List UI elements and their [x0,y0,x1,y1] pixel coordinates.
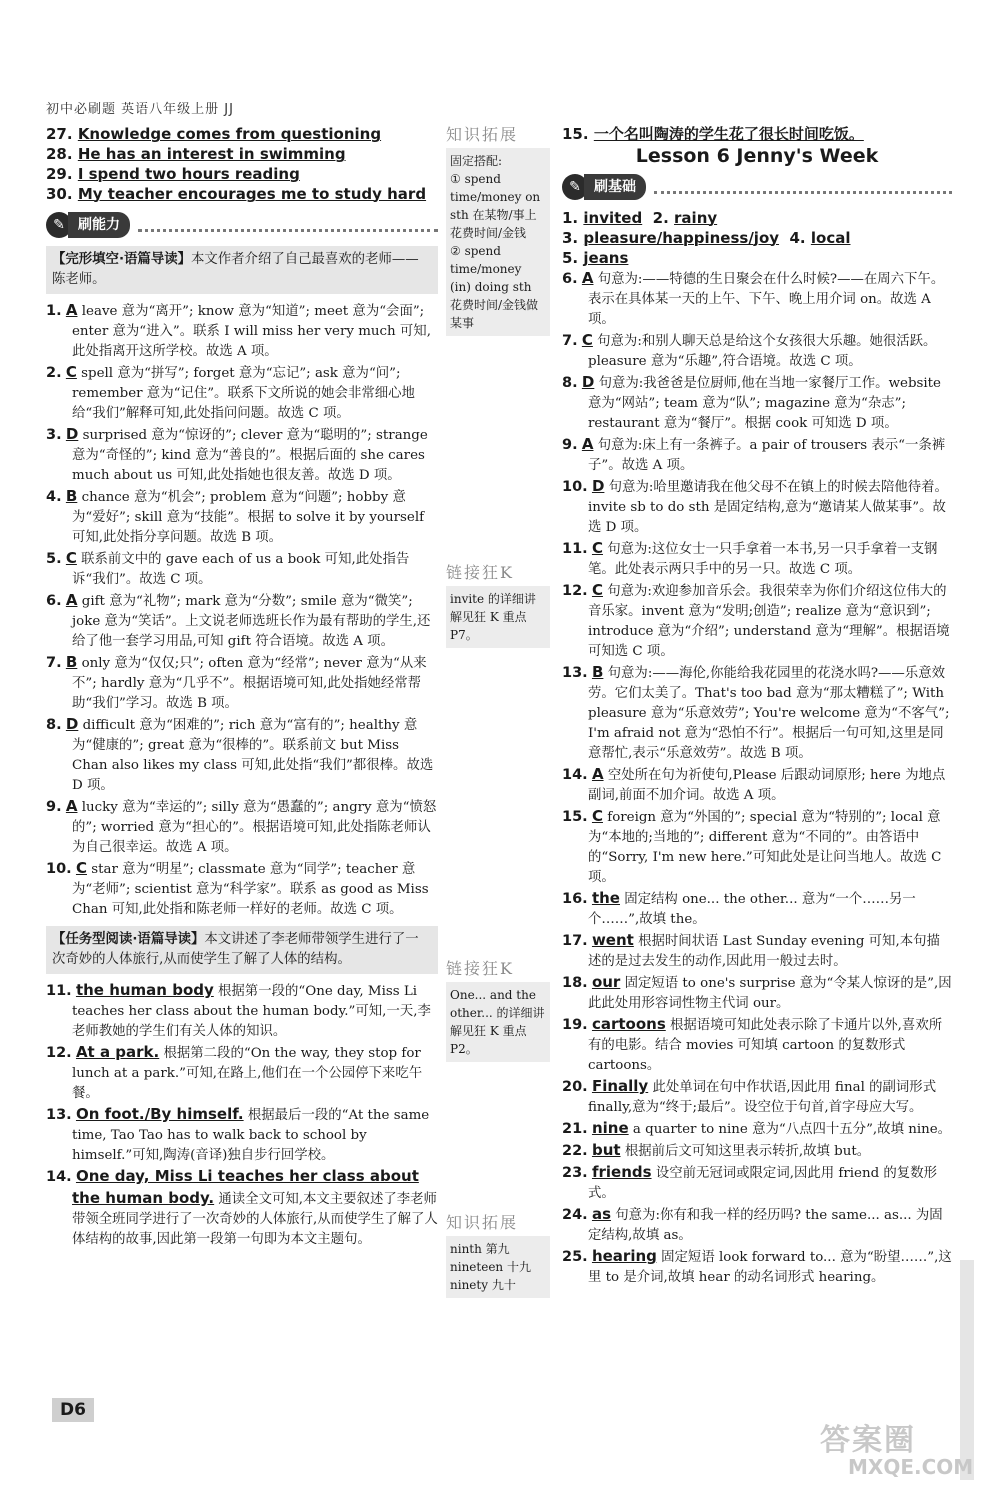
item-number: 12. [562,583,588,599]
item-explanation: 联系前文中的 gave each of us a book 可知,此处指告诉“我们”。故选 C 项。 [72,552,410,587]
page-header: 初中必刷题 英语八年级上册 JJ [46,102,234,117]
item-number: 25. [562,1249,588,1265]
section-label: 刷基础 [584,174,646,200]
item-answer: C [65,549,77,567]
answer-item [562,580,952,662]
answer-item [46,424,438,486]
item-answer: A [591,765,604,783]
page-edge-bar [960,1260,974,1480]
item-answer: A [65,301,78,319]
side-note-text: invite 的详细讲解见狂 K 重点 P7。 [446,586,550,648]
item-number: 14. [46,1169,72,1185]
item-number: 14. [562,767,588,783]
section-label: 刷能力 [68,212,130,238]
item-answer: A [581,269,594,287]
item-number: 8. [562,375,578,391]
item-explanation: surprised 意为“惊讶的”; clever 意为“聪明的”; strange 意为“奇怪的”; kind 意为“善良的”。根据后面的 she cares much about us 可知,此处指她也很友善。故选 D 项。 [72,428,428,483]
item-answer: A [581,435,594,453]
dotted-divider [654,181,952,194]
answer-15-translation: 15. 一个名叫陶涛的学生花了很长时间吃饭。 [562,125,864,143]
answer-item [562,930,952,972]
fill-answers-row: 1. invited 2. rainy [562,209,718,227]
item-number: 16. [562,891,588,907]
fill-answers-row: 3. pleasure/happiness/joy 4. local [562,229,851,247]
answer-item [562,764,952,806]
item-number: 8. [46,717,62,733]
item-explanation: chance 意为“机会”; problem 意为“问题”; hobby 意为“爱好”; skill 意为“技能”。根据 to solve it by yourself 可知,此处指分享问题。故选 B 项。 [72,490,425,545]
item-number: 17. [562,933,588,949]
item-answer: C [581,331,593,349]
item-answer: went [591,931,634,949]
page-number: D6 [52,1398,94,1422]
item-explanation: 句意为:我爸爸是位厨师,他在当地一家餐厅工作。website 意为“网站”; team 意为“队”; magazine 意为“杂志”; restaurant 意为“餐厅”。根据 cook 可知选 D 项。 [588,376,941,431]
item-explanation: only 意为“仅仅;只”; often 意为“经常”; never 意为“从来不”; hardly 意为“几乎不”。根据语境可知,此处指她经常帮助“我们”学习。故选 B 项。 [72,656,427,711]
item-explanation: 通读全文可知,本文主要叙述了李老师带领全班同学进行了一次奇妙的人体旅行,从而使学生了解了人体结构的故事,因此第一段第一句即为本文主题句。 [72,1192,438,1247]
item-explanation: 根据时间状语 Last Sunday evening 可知,本句描述的是过去发生的动作,因此用一般过去时。 [588,934,940,969]
item-number: 6. [46,593,62,609]
item-answer: C [75,859,87,877]
fill-answers-row: 5. jeans [562,249,629,267]
basics-answer-list [562,268,952,1288]
item-explanation: 固定结构 one... the other... 意为“一个……另一个……”,故填 the。 [588,892,916,927]
item-number: 4. [46,489,62,505]
answer-item [46,1166,438,1250]
item-explanation: 固定短语 look forward to... 意为“盼望……”,这里 to 是介词,故填 hear 的动名词形式 hearing。 [588,1250,952,1285]
watermark-url: MXQE.COM [848,1455,974,1479]
item-number: 6. [562,271,578,287]
item-explanation: 根据第二段的“On the way, they stop for lunch at a park.”可知,在路上,他们在一个公园停下来吃午餐。 [72,1046,423,1101]
item-number: 10. [562,479,588,495]
answer-item [46,714,438,796]
item-answer: One day, Miss Li teaches her class about the human body. [72,1167,419,1207]
item-explanation: 空处所在句为祈使句,Please 后跟动词原形; here 为地点副词,前面不加介词。故选 A 项。 [588,768,946,803]
answer-item [562,806,952,888]
item-explanation: difficult 意为“困难的”; rich 意为“富有的”; healthy 意为“健康的”; great 意为“很棒的”。联系前文 but Miss Chan also likes my class 可知,此处指“我们”都很棒。故选 D 项。 [72,718,434,793]
item-number: 20. [562,1079,588,1095]
item-number: 15. [562,809,588,825]
side-note-text: ninth 第九 nineteen 十九 ninety 九十 [446,1236,550,1298]
item-answer: our [591,973,621,991]
reading-guide-box: 【任务型阅读·语篇导读】本文讲述了李老师带领学生进行了一次奇妙的人体旅行,从而使学生了解了人体的结构。 [46,926,438,974]
pen-icon: ✎ [46,212,72,238]
item-explanation: 此处单词在句中作状语,因此用 final 的副词形式 finally,意为“终于;最后”。设空位于句首,首字母应大写。 [588,1080,937,1115]
item-explanation: gift 意为“礼物”; mark 意为“分数”; smile 意为“微笑”; joke 意为“笑话”。上文说老师选班长作为最有帮助的学生,还给了他一套学习用品,可知 gift 符合语境。故选 A 项。 [72,594,431,649]
reading-answer-list [46,980,438,1250]
item-explanation: a quarter to nine 意为“八点四十五分”,故填 nine。 [632,1122,952,1137]
item-number: 21. [562,1121,588,1137]
dotted-divider [138,219,438,232]
item-answer: Finally [591,1077,649,1095]
answer-item [46,590,438,652]
cloze-guide-box: 【完形填空·语篇导读】本文作者介绍了自己最喜欢的老师——陈老师。 [46,246,438,294]
item-explanation: 句意为:床上有一条裤子。a pair of trousers 表示“一条裤子”。故选 A 项。 [588,438,946,473]
answer-item [562,538,952,580]
left-column [46,124,438,1250]
item-explanation: 根据前后文可知这里表示转折,故填 but。 [624,1144,871,1159]
item-explanation: 句意为:——海伦,你能给我花园里的花浇水吗?——乐意效劳。它们太美了。That's too bad 意为“那太糟糕了”; With pleasure 意为“乐意效劳”; You're welcome 意为“不客气”; I'm afraid not 意为“恐怕不行”。根据后一句可知,这里是同意帮忙,表示“乐意效劳”。故选 B 项。 [588,666,950,761]
item-answer: D [581,373,595,391]
side-note-text: 固定搭配: ① spend time/money on sth 在某物/事上花费时间/金钱 ② spend time/money (in) doing sth 花费时间/金钱做某事 [446,148,550,336]
item-explanation: leave 意为“离开”; know 意为“知道”; meet 意为“会面”; enter 意为“进入”。联系 I will miss her very much 可知,此处指离开这所学校。故选 A 项。 [72,304,431,359]
answer-item [562,972,952,1014]
item-answer: C [591,581,603,599]
item-explanation: 句意为:和别人聊天总是给这个女孩很大乐趣。她很活跃。pleasure 意为“乐趣”,符合语境。故选 C 项。 [588,334,937,369]
answer-item [46,300,438,362]
pen-icon: ✎ [562,174,588,200]
section-tag-ability [46,210,438,240]
item-answer: D [65,715,79,733]
item-answer: C [65,363,77,381]
item-answer: D [65,425,79,443]
item-answer: but [591,1141,621,1159]
answer-item [46,486,438,548]
answer-29: 29. I spend two hours reading [46,165,300,183]
item-explanation: 句意为:——特德的生日聚会在什么时候?——在周六下午。表示在具体某一天的上午、下午、晚上用介词 on。故选 A 项。 [588,272,945,327]
answer-item [46,652,438,714]
item-answer: C [591,539,603,557]
item-number: 24. [562,1207,588,1223]
answer-item [46,796,438,858]
item-answer: friends [591,1163,652,1181]
watermark-logo: 答案圈 [820,1423,916,1458]
item-answer: A [65,797,78,815]
answer-item [562,888,952,930]
item-explanation: 根据最后一段的“At the same time, Tao Tao has to walk back to school by himself.”可知,陶涛(音译)独自步行回学校。 [72,1108,430,1163]
answer-item [46,1042,438,1104]
item-answer: nine [591,1119,629,1137]
answer-item [562,1014,952,1076]
answer-item [46,548,438,590]
item-answer: B [65,487,78,505]
answer-30: 30. My teacher encourages me to study hard [46,185,427,203]
cloze-answer-list [46,300,438,920]
answer-item [562,1162,952,1204]
item-explanation: 固定短语 to one's surprise 意为“令某人惊讶的是”,因此此处用形容词性物主代词 our。 [588,976,952,1011]
answer-item [562,434,952,476]
side-note-title: 链接狂K [446,959,514,978]
item-explanation: 根据第一段的“One day, Miss Li teaches her class about the human body.”可知,一天,李老师教她的学生们有关人体的知识。 [72,984,431,1039]
side-note-title: 知识拓展 [446,1213,519,1232]
side-note-title: 链接狂K [446,563,514,582]
item-explanation: 根据语境可知此处表示除了卡通片以外,喜欢所有的电影。结合 movies 可知填 cartoon 的复数形式 cartoons。 [588,1018,943,1073]
answer-item [562,476,952,538]
answer-item [46,858,438,920]
item-explanation: lucky 意为“幸运的”; silly 意为“愚蠢的”; angry 意为“愤怒的”; worried 意为“担心的”。根据语境可知,此处指陈老师认为自己很幸运。故选 A 项。 [72,800,437,855]
answer-item [46,1104,438,1166]
answer-item [46,980,438,1042]
item-explanation: star 意为“明星”; classmate 意为“同学”; teacher 意为“老师”; scientist 意为“科学家”。联系 as good as Miss Chan 可知,此处指和陈老师一样好的老师。故选 C 项。 [72,862,429,917]
answer-item [562,372,952,434]
item-answer: as [591,1205,612,1223]
right-column [562,124,952,1288]
item-answer: hearing [591,1247,657,1265]
answer-item [562,1140,952,1162]
item-answer: At a park. [75,1043,160,1061]
item-number: 9. [46,799,62,815]
item-number: 18. [562,975,588,991]
answer-item [562,1246,952,1288]
answer-item [562,268,952,330]
item-answer: B [591,663,604,681]
section-tag-basics [562,172,952,202]
item-number: 13. [46,1107,72,1123]
item-explanation: 句意为:欢迎参加音乐会。我很荣幸为你们介绍这位伟大的音乐家。invent 意为“发明;创造”; realize 意为“意识到”; introduce 意为“介绍”; understand 意为“理解”。根据语境可知选 C 项。 [588,584,950,659]
item-number: 23. [562,1165,588,1181]
lesson-title: Lesson 6 Jenny's Week [635,145,879,167]
answer-27: 27. Knowledge comes from questioning [46,125,382,143]
side-note-title: 知识拓展 [446,125,519,144]
item-number: 10. [46,861,72,877]
item-number: 19. [562,1017,588,1033]
item-answer: On foot./By himself. [75,1105,244,1123]
answer-28: 28. He has an interest in swimming [46,145,346,163]
answer-item [562,1204,952,1246]
item-answer: A [65,591,78,609]
answer-item [562,1076,952,1118]
answer-item [562,662,952,764]
item-explanation: 句意为:你有和我一样的经历吗? the same... as... 为固定结构,故填 as。 [588,1208,943,1243]
answer-item [562,330,952,372]
item-number: 11. [46,983,72,999]
item-answer: D [591,477,605,495]
item-answer: cartoons [591,1015,666,1033]
item-answer: the human body [75,981,214,999]
item-number: 3. [46,427,62,443]
item-number: 7. [562,333,578,349]
item-explanation: foreign 意为“外国的”; special 意为“特别的”; local 意为“本地的;当地的”; different 意为“不同的”。由答语中的“Sorry, I'm new here.”可知此处是让问当地人。故选 C 项。 [588,810,942,885]
item-number: 5. [46,551,62,567]
item-number: 11. [562,541,588,557]
item-number: 9. [562,437,578,453]
item-explanation: spell 意为“拼写”; forget 意为“忘记”; ask 意为“问”; remember 意为“记住”。联系下文所说的她会非常细心地给“我们”解释可知,此处指问问题。故选 C 项。 [72,366,415,421]
item-number: 22. [562,1143,588,1159]
item-answer: C [591,807,603,825]
item-explanation: 句意为:这位女士一只手拿着一本书,另一只手拿着一支钢笔。此处表示两只手中的另一只。故选 C 项。 [588,542,938,577]
answer-item [46,362,438,424]
item-explanation: 设空前无冠词或限定词,因此用 friend 的复数形式。 [588,1166,937,1201]
answer-item [562,1118,952,1140]
item-number: 2. [46,365,62,381]
item-explanation: 句意为:哈里邀请我在他父母不在镇上的时候去陪他待着。invite sb to do sth 是固定结构,意为“邀请某人做某事”。故选 D 项。 [588,480,948,535]
item-number: 1. [46,303,62,319]
item-answer: B [65,653,78,671]
item-answer: the [591,889,620,907]
side-note-text: One... and the other... 的详细讲解见狂 K 重点 P2。 [446,982,550,1062]
top-answers [46,124,438,204]
item-number: 13. [562,665,588,681]
item-number: 7. [46,655,62,671]
item-number: 12. [46,1045,72,1061]
side-notes-column [446,124,550,1298]
